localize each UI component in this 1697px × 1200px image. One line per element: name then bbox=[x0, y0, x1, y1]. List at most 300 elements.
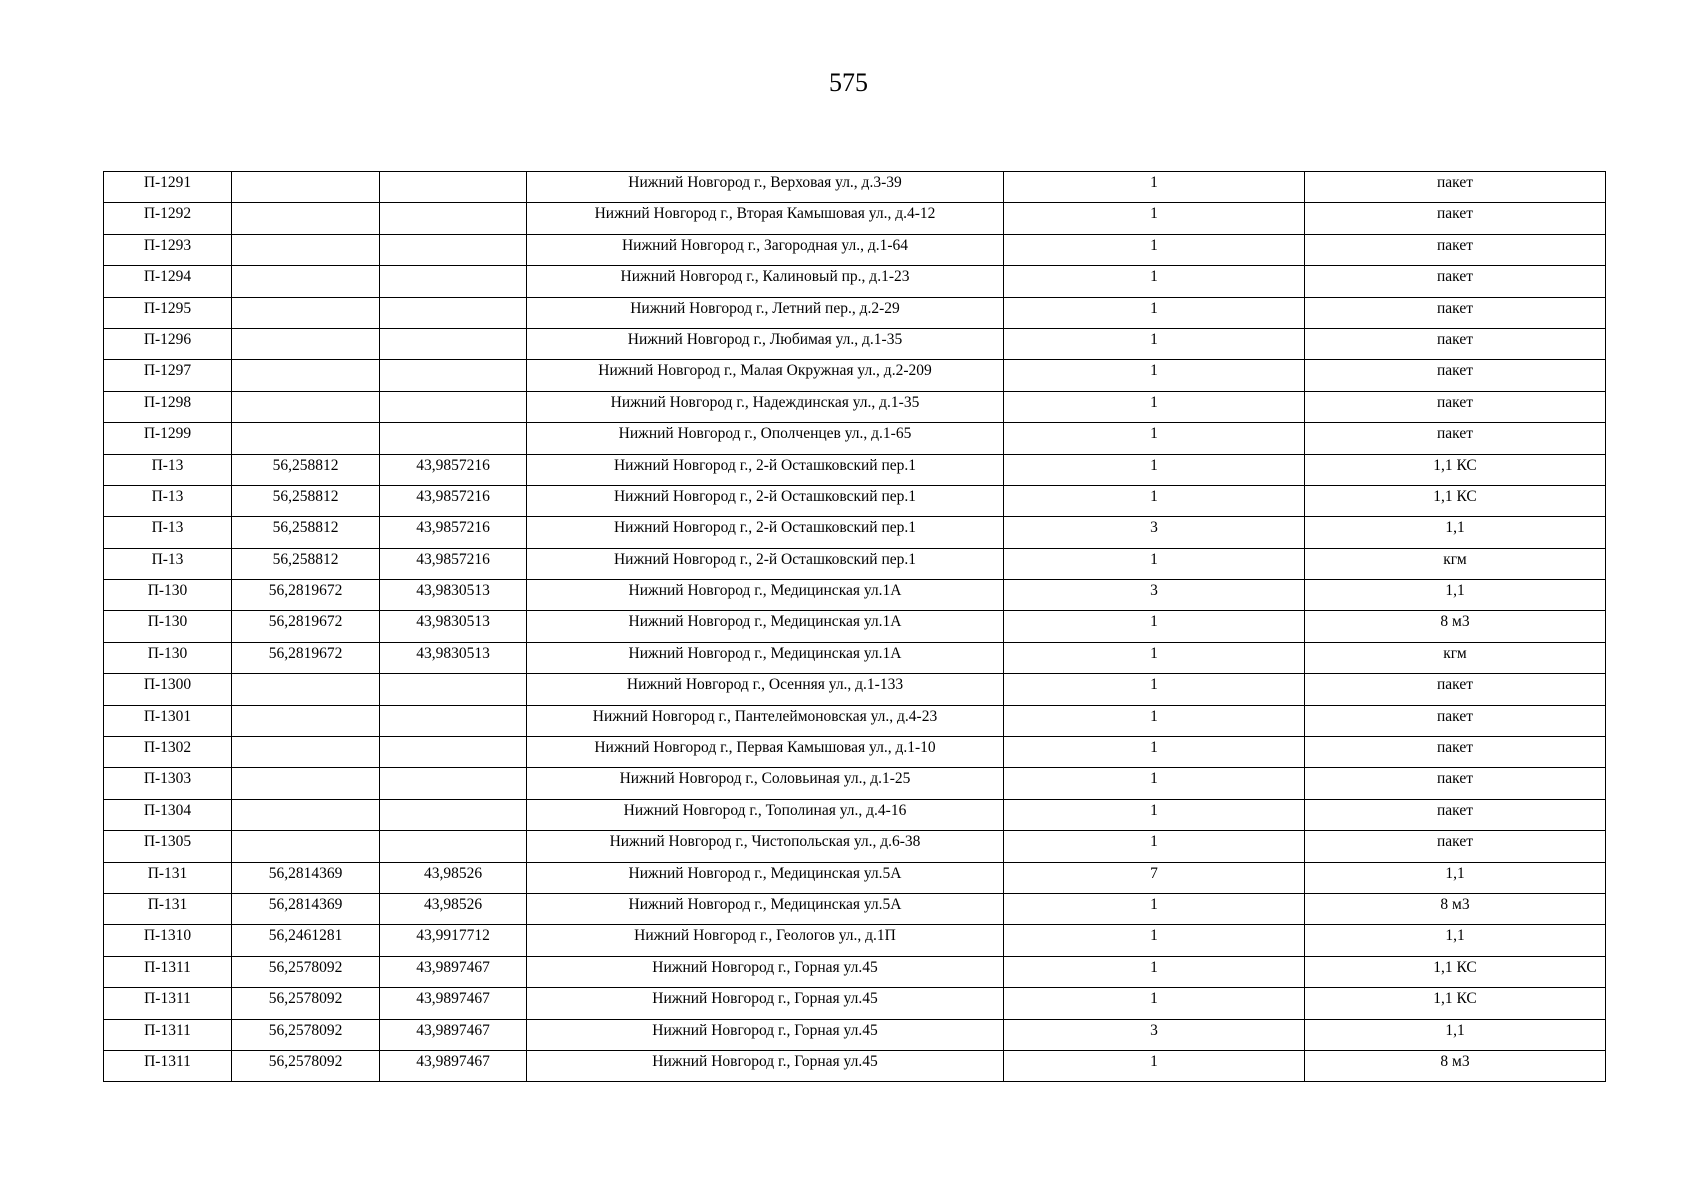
cell-address bbox=[527, 642, 1004, 673]
cell-quantity bbox=[1004, 454, 1305, 485]
cell-latitude-text: 56,258812 bbox=[272, 456, 339, 474]
cell-container-type bbox=[1305, 988, 1606, 1019]
cell-quantity bbox=[1004, 517, 1305, 548]
cell-site-code-text: П-1311 bbox=[144, 1021, 191, 1039]
cell-site-code bbox=[104, 1050, 232, 1081]
cell-container-type bbox=[1305, 611, 1606, 642]
table-row bbox=[104, 360, 1606, 391]
cell-quantity bbox=[1004, 768, 1305, 799]
cell-latitude-text: 56,258812 bbox=[272, 487, 339, 505]
table-row bbox=[104, 517, 1606, 548]
cell-address-text: Нижний Новгород г., Чистопольская ул., д.6-38 bbox=[609, 833, 921, 851]
cell-longitude bbox=[380, 737, 527, 768]
cell-address bbox=[527, 862, 1004, 893]
cell-container-type bbox=[1305, 203, 1606, 234]
cell-address bbox=[527, 234, 1004, 265]
cell-address bbox=[527, 737, 1004, 768]
cell-address bbox=[527, 768, 1004, 799]
cell-address bbox=[527, 172, 1004, 203]
cell-address-text: Нижний Новгород г., Геологов ул., д.1П bbox=[634, 927, 896, 945]
cell-container-type bbox=[1305, 799, 1606, 830]
table-row bbox=[104, 297, 1606, 328]
cell-address bbox=[527, 956, 1004, 987]
cell-site-code bbox=[104, 391, 232, 422]
cell-latitude-text bbox=[232, 172, 379, 173]
cell-address bbox=[527, 611, 1004, 642]
table-row bbox=[104, 266, 1606, 297]
table-row bbox=[104, 580, 1606, 611]
cell-address bbox=[527, 831, 1004, 862]
table-row bbox=[104, 328, 1606, 359]
cell-latitude bbox=[232, 172, 380, 203]
cell-latitude bbox=[232, 517, 380, 548]
cell-address-text: Нижний Новгород г., Пантелеймоновская ул., д.4-23 bbox=[592, 707, 938, 725]
cell-container-type bbox=[1305, 548, 1606, 579]
cell-address-text: Нижний Новгород г., Горная ул.45 bbox=[652, 1052, 878, 1070]
cell-longitude-text: 43,9830513 bbox=[416, 644, 490, 662]
cell-latitude-text bbox=[232, 674, 379, 675]
cell-address bbox=[527, 423, 1004, 454]
cell-quantity-text: 1 bbox=[1150, 1052, 1158, 1070]
cell-longitude bbox=[380, 297, 527, 328]
cell-latitude-text bbox=[232, 298, 379, 299]
cell-quantity-text: 1 bbox=[1150, 174, 1158, 191]
table-row bbox=[104, 1019, 1606, 1050]
cell-site-code bbox=[104, 360, 232, 391]
cell-address-text: Нижний Новгород г., Медицинская ул.1А bbox=[628, 644, 902, 662]
cell-quantity bbox=[1004, 642, 1305, 673]
cell-address-text: Нижний Новгород г., Тополиная ул., д.4-16 bbox=[623, 801, 907, 819]
cell-container-type bbox=[1305, 1050, 1606, 1081]
cell-longitude-text bbox=[380, 831, 526, 832]
table-row bbox=[104, 234, 1606, 265]
cell-address-text: Нижний Новгород г., Соловьиная ул., д.1-25 bbox=[619, 770, 911, 788]
cell-longitude-text: 43,9857216 bbox=[416, 519, 490, 537]
cell-address bbox=[527, 517, 1004, 548]
cell-longitude bbox=[380, 893, 527, 924]
cell-address-text: Нижний Новгород г., Надеждинская ул., д.1-35 bbox=[610, 393, 920, 411]
cell-longitude-text: 43,9857216 bbox=[416, 456, 490, 474]
cell-longitude bbox=[380, 705, 527, 736]
cell-longitude-text bbox=[380, 360, 526, 361]
cell-longitude-text bbox=[380, 674, 526, 675]
cell-container-type-text: пакет bbox=[1437, 393, 1473, 411]
cell-site-code bbox=[104, 925, 232, 956]
cell-container-type bbox=[1305, 737, 1606, 768]
cell-longitude-text bbox=[380, 706, 526, 707]
cell-address bbox=[527, 799, 1004, 830]
cell-longitude-text: 43,9830513 bbox=[416, 613, 490, 631]
cell-address bbox=[527, 988, 1004, 1019]
cell-quantity-text: 1 bbox=[1150, 927, 1158, 945]
cell-quantity bbox=[1004, 360, 1305, 391]
cell-latitude bbox=[232, 580, 380, 611]
cell-container-type-text: 8 м3 bbox=[1440, 895, 1470, 913]
cell-site-code bbox=[104, 548, 232, 579]
cell-address-text: Нижний Новгород г., Горная ул.45 bbox=[652, 990, 878, 1008]
cell-site-code-text: П-1293 bbox=[143, 236, 192, 254]
cell-site-code bbox=[104, 485, 232, 516]
table-row bbox=[104, 203, 1606, 234]
cell-site-code-text: П-1300 bbox=[143, 676, 192, 694]
cell-container-type-text: пакет bbox=[1437, 205, 1473, 223]
cell-container-type bbox=[1305, 674, 1606, 705]
cell-quantity bbox=[1004, 1019, 1305, 1050]
table-row bbox=[104, 956, 1606, 987]
cell-address-text: Нижний Новгород г., Первая Камышовая ул., д.1-10 bbox=[594, 739, 936, 757]
cell-site-code bbox=[104, 297, 232, 328]
cell-address-text: Нижний Новгород г., 2-й Осташковский пер.1 bbox=[613, 550, 917, 568]
cell-address-text: Нижний Новгород г., Медицинская ул.1А bbox=[628, 613, 902, 631]
cell-latitude bbox=[232, 548, 380, 579]
cell-longitude bbox=[380, 1019, 527, 1050]
cell-address bbox=[527, 328, 1004, 359]
cell-quantity-text: 1 bbox=[1150, 990, 1158, 1008]
cell-container-type bbox=[1305, 831, 1606, 862]
cell-longitude-text: 43,9917712 bbox=[416, 927, 490, 945]
cell-site-code bbox=[104, 831, 232, 862]
cell-latitude bbox=[232, 893, 380, 924]
cell-longitude bbox=[380, 172, 527, 203]
cell-longitude bbox=[380, 517, 527, 548]
cell-longitude bbox=[380, 988, 527, 1019]
cell-site-code bbox=[104, 611, 232, 642]
cell-longitude-text bbox=[380, 800, 526, 801]
cell-longitude bbox=[380, 203, 527, 234]
cell-latitude-text: 56,2814369 bbox=[268, 895, 343, 913]
cell-container-type bbox=[1305, 234, 1606, 265]
cell-quantity-text: 1 bbox=[1150, 236, 1158, 254]
cell-longitude-text: 43,9897467 bbox=[416, 1021, 490, 1039]
cell-quantity bbox=[1004, 328, 1305, 359]
cell-latitude bbox=[232, 360, 380, 391]
cell-latitude-text: 56,258812 bbox=[272, 519, 339, 537]
cell-quantity-text: 1 bbox=[1150, 456, 1158, 474]
cell-container-type-text: пакет bbox=[1437, 833, 1473, 851]
cell-latitude bbox=[232, 956, 380, 987]
cell-container-type-text: 1,1 КС bbox=[1433, 456, 1477, 474]
cell-address bbox=[527, 297, 1004, 328]
cell-quantity-text: 1 bbox=[1150, 613, 1158, 631]
table-row bbox=[104, 485, 1606, 516]
cell-longitude bbox=[380, 862, 527, 893]
cell-quantity bbox=[1004, 799, 1305, 830]
cell-site-code-text: П-1302 bbox=[143, 739, 192, 757]
cell-container-type-text: пакет bbox=[1437, 299, 1473, 317]
cell-container-type bbox=[1305, 328, 1606, 359]
cell-latitude-text: 56,2814369 bbox=[268, 864, 343, 882]
table-row bbox=[104, 1050, 1606, 1081]
cell-site-code-text: П-13 bbox=[151, 487, 184, 505]
cell-container-type bbox=[1305, 1019, 1606, 1050]
cell-container-type bbox=[1305, 360, 1606, 391]
cell-container-type bbox=[1305, 391, 1606, 422]
cell-latitude-text: 56,2578092 bbox=[268, 958, 343, 976]
cell-longitude-text bbox=[380, 392, 526, 393]
cell-longitude bbox=[380, 642, 527, 673]
cell-quantity bbox=[1004, 831, 1305, 862]
cell-container-type-text: 1,1 КС bbox=[1433, 487, 1477, 505]
cell-longitude bbox=[380, 611, 527, 642]
cell-address-text: Нижний Новгород г., Горная ул.45 bbox=[652, 1021, 878, 1039]
cell-latitude bbox=[232, 234, 380, 265]
cell-site-code-text: П-13 bbox=[151, 550, 184, 568]
cell-quantity-text: 1 bbox=[1150, 801, 1158, 819]
cell-latitude-text bbox=[232, 423, 379, 424]
cell-address-text: Нижний Новгород г., Калиновый пр., д.1-23 bbox=[620, 268, 910, 286]
cell-address bbox=[527, 925, 1004, 956]
cell-site-code-text: П-1294 bbox=[143, 268, 192, 286]
cell-site-code bbox=[104, 674, 232, 705]
cell-latitude-text bbox=[232, 266, 379, 267]
cell-address-text: Нижний Новгород г., 2-й Осташковский пер.1 bbox=[613, 456, 917, 474]
cell-longitude bbox=[380, 328, 527, 359]
cell-site-code bbox=[104, 580, 232, 611]
table-row bbox=[104, 423, 1606, 454]
cell-quantity bbox=[1004, 485, 1305, 516]
cell-longitude bbox=[380, 391, 527, 422]
cell-quantity-text: 1 bbox=[1150, 362, 1158, 380]
cell-longitude-text: 43,98526 bbox=[423, 895, 483, 913]
cell-quantity-text: 1 bbox=[1150, 895, 1158, 913]
cell-container-type-text: 1,1 bbox=[1445, 864, 1465, 882]
cell-address-text: Нижний Новгород г., Медицинская ул.5А bbox=[628, 864, 902, 882]
cell-latitude-text: 56,2819672 bbox=[268, 582, 343, 600]
cell-container-type bbox=[1305, 266, 1606, 297]
cell-latitude-text bbox=[232, 706, 379, 707]
cell-quantity-text: 1 bbox=[1150, 676, 1158, 694]
cell-longitude-text bbox=[380, 172, 526, 173]
cell-container-type bbox=[1305, 454, 1606, 485]
cell-longitude-text bbox=[380, 298, 526, 299]
cell-longitude bbox=[380, 266, 527, 297]
cell-container-type bbox=[1305, 642, 1606, 673]
cell-address bbox=[527, 548, 1004, 579]
table-row bbox=[104, 391, 1606, 422]
cell-site-code-text: П-1311 bbox=[144, 958, 191, 976]
cell-site-code bbox=[104, 1019, 232, 1050]
cell-quantity-text: 1 bbox=[1150, 393, 1158, 411]
cell-site-code bbox=[104, 705, 232, 736]
cell-site-code-text: П-1305 bbox=[143, 833, 192, 851]
table-row bbox=[104, 172, 1606, 203]
cell-quantity bbox=[1004, 391, 1305, 422]
cell-latitude bbox=[232, 831, 380, 862]
table-row bbox=[104, 548, 1606, 579]
cell-site-code-text: П-1295 bbox=[143, 299, 192, 317]
cell-quantity bbox=[1004, 548, 1305, 579]
cell-latitude bbox=[232, 485, 380, 516]
cell-address-text: Нижний Новгород г., 2-й Осташковский пер.1 bbox=[613, 519, 917, 537]
cell-container-type-text: 1,1 bbox=[1445, 1021, 1465, 1039]
cell-container-type bbox=[1305, 517, 1606, 548]
table-row bbox=[104, 705, 1606, 736]
cell-quantity-text: 1 bbox=[1150, 205, 1158, 223]
cell-quantity-text: 1 bbox=[1150, 770, 1158, 788]
cell-quantity bbox=[1004, 297, 1305, 328]
cell-latitude-text: 56,2819672 bbox=[268, 613, 343, 631]
cell-site-code bbox=[104, 423, 232, 454]
cell-site-code-text: П-130 bbox=[147, 582, 188, 600]
table-row bbox=[104, 737, 1606, 768]
cell-container-type bbox=[1305, 297, 1606, 328]
cell-longitude-text bbox=[380, 423, 526, 424]
page-number: 575 bbox=[829, 68, 868, 97]
cell-site-code bbox=[104, 266, 232, 297]
table-row bbox=[104, 893, 1606, 924]
cell-latitude-text bbox=[232, 329, 379, 330]
cell-address bbox=[527, 485, 1004, 516]
cell-site-code-text: П-130 bbox=[147, 644, 188, 662]
cell-site-code-text: П-1310 bbox=[143, 927, 192, 945]
cell-longitude bbox=[380, 485, 527, 516]
cell-address bbox=[527, 360, 1004, 391]
cell-longitude-text: 43,9897467 bbox=[416, 990, 490, 1008]
cell-latitude bbox=[232, 799, 380, 830]
cell-address-text: Нижний Новгород г., Медицинская ул.5А bbox=[628, 895, 902, 913]
cell-quantity bbox=[1004, 234, 1305, 265]
cell-site-code-text: П-1301 bbox=[143, 707, 192, 725]
cell-latitude-text bbox=[232, 360, 379, 361]
cell-latitude bbox=[232, 705, 380, 736]
cell-site-code-text: П-1311 bbox=[144, 1052, 191, 1070]
cell-address-text: Нижний Новгород г., Осенняя ул., д.1-133 bbox=[626, 676, 904, 694]
table-row bbox=[104, 642, 1606, 673]
cell-site-code-text: П-1299 bbox=[143, 425, 192, 443]
cell-latitude bbox=[232, 266, 380, 297]
cell-site-code bbox=[104, 454, 232, 485]
cell-longitude-text: 43,9857216 bbox=[416, 487, 490, 505]
cell-site-code bbox=[104, 988, 232, 1019]
cell-longitude-text bbox=[380, 235, 526, 236]
cell-quantity bbox=[1004, 925, 1305, 956]
cell-quantity bbox=[1004, 423, 1305, 454]
cell-latitude-text: 56,2578092 bbox=[268, 1052, 343, 1070]
cell-quantity bbox=[1004, 956, 1305, 987]
cell-quantity bbox=[1004, 893, 1305, 924]
cell-container-type-text: пакет bbox=[1437, 268, 1473, 286]
cell-site-code-text: П-1304 bbox=[143, 801, 192, 819]
cell-longitude bbox=[380, 454, 527, 485]
table-row bbox=[104, 611, 1606, 642]
cell-container-type bbox=[1305, 580, 1606, 611]
cell-latitude-text bbox=[232, 392, 379, 393]
cell-latitude bbox=[232, 423, 380, 454]
cell-container-type-text: пакет bbox=[1437, 330, 1473, 348]
cell-site-code bbox=[104, 956, 232, 987]
cell-latitude bbox=[232, 203, 380, 234]
cell-address-text: Нижний Новгород г., Малая Окружная ул., д.2-209 bbox=[598, 362, 932, 380]
cell-quantity-text: 1 bbox=[1150, 299, 1158, 317]
cell-quantity-text: 3 bbox=[1150, 1021, 1158, 1039]
cell-quantity bbox=[1004, 611, 1305, 642]
cell-quantity-text: 7 bbox=[1150, 864, 1158, 882]
cell-container-type-text: пакет bbox=[1437, 770, 1473, 788]
cell-longitude-text: 43,9897467 bbox=[416, 1052, 490, 1070]
cell-site-code-text: П-13 bbox=[151, 456, 184, 474]
cell-site-code-text: П-13 bbox=[151, 519, 184, 537]
cell-latitude bbox=[232, 642, 380, 673]
cell-container-type bbox=[1305, 893, 1606, 924]
cell-quantity bbox=[1004, 203, 1305, 234]
cell-latitude bbox=[232, 611, 380, 642]
cell-longitude-text: 43,9857216 bbox=[416, 550, 490, 568]
cell-address-text: Нижний Новгород г., Вторая Камышовая ул., д.4-12 bbox=[594, 205, 936, 223]
cell-address bbox=[527, 391, 1004, 422]
cell-address bbox=[527, 674, 1004, 705]
cell-latitude-text bbox=[232, 800, 379, 801]
cell-container-type bbox=[1305, 925, 1606, 956]
cell-container-type bbox=[1305, 956, 1606, 987]
cell-site-code bbox=[104, 893, 232, 924]
table-row bbox=[104, 925, 1606, 956]
cell-container-type bbox=[1305, 423, 1606, 454]
cell-latitude bbox=[232, 768, 380, 799]
cell-site-code-text: П-130 bbox=[147, 613, 188, 631]
cell-quantity-text: 1 bbox=[1150, 330, 1158, 348]
cell-longitude-text bbox=[380, 737, 526, 738]
cell-site-code bbox=[104, 799, 232, 830]
cell-site-code-text: П-1292 bbox=[143, 205, 192, 223]
cell-site-code-text: П-1303 bbox=[143, 770, 192, 788]
cell-site-code bbox=[104, 517, 232, 548]
cell-site-code bbox=[104, 768, 232, 799]
cell-latitude-text bbox=[232, 831, 379, 832]
cell-quantity bbox=[1004, 737, 1305, 768]
cell-quantity-text: 1 bbox=[1150, 644, 1158, 662]
cell-address-text: Нижний Новгород г., Летний пер., д.2-29 bbox=[630, 299, 900, 317]
table-row bbox=[104, 831, 1606, 862]
cell-longitude bbox=[380, 799, 527, 830]
cell-latitude bbox=[232, 674, 380, 705]
cell-site-code bbox=[104, 328, 232, 359]
table-row bbox=[104, 674, 1606, 705]
cell-address bbox=[527, 1019, 1004, 1050]
cell-longitude bbox=[380, 956, 527, 987]
cell-container-type bbox=[1305, 485, 1606, 516]
cell-address-text: Нижний Новгород г., Медицинская ул.1А bbox=[628, 582, 902, 600]
cell-latitude-text: 56,2578092 bbox=[268, 990, 343, 1008]
cell-address-text: Нижний Новгород г., Горная ул.45 bbox=[652, 958, 878, 976]
cell-latitude bbox=[232, 988, 380, 1019]
cell-site-code-text: П-1291 bbox=[143, 174, 192, 191]
cell-longitude-text bbox=[380, 266, 526, 267]
cell-quantity-text: 1 bbox=[1150, 550, 1158, 568]
cell-site-code bbox=[104, 862, 232, 893]
cell-latitude bbox=[232, 1050, 380, 1081]
cell-latitude bbox=[232, 1019, 380, 1050]
cell-container-type-text: пакет bbox=[1437, 362, 1473, 380]
cell-quantity-text: 1 bbox=[1150, 707, 1158, 725]
cell-address bbox=[527, 893, 1004, 924]
cell-address bbox=[527, 454, 1004, 485]
cell-longitude bbox=[380, 360, 527, 391]
cell-quantity-text: 1 bbox=[1150, 958, 1158, 976]
cell-longitude bbox=[380, 234, 527, 265]
table-row bbox=[104, 454, 1606, 485]
cell-longitude bbox=[380, 548, 527, 579]
cell-container-type-text: 1,1 bbox=[1445, 519, 1465, 537]
cell-container-type bbox=[1305, 768, 1606, 799]
cell-container-type-text: пакет bbox=[1437, 707, 1473, 725]
cell-latitude-text bbox=[232, 235, 379, 236]
cell-container-type bbox=[1305, 172, 1606, 203]
cell-quantity bbox=[1004, 266, 1305, 297]
cell-address-text: Нижний Новгород г., Загородная ул., д.1-64 bbox=[621, 236, 909, 254]
cell-longitude-text: 43,9897467 bbox=[416, 958, 490, 976]
cell-container-type-text: пакет bbox=[1437, 174, 1473, 191]
cell-longitude bbox=[380, 423, 527, 454]
